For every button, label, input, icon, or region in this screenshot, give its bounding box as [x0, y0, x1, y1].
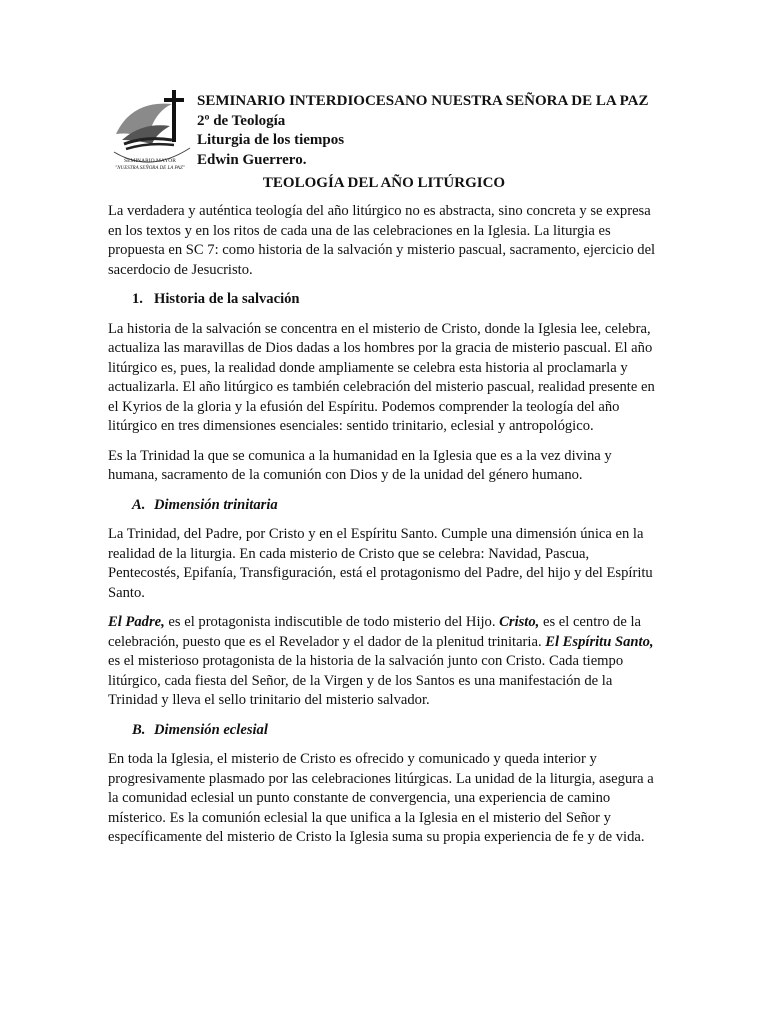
term-espiritu-santo: El Espíritu Santo, [545, 633, 654, 650]
section-heading-text: Historia de la salvación [154, 291, 300, 307]
section-letter: A. [132, 496, 146, 513]
document-body [108, 202, 664, 858]
header-course-year: 2º de Teología [197, 112, 286, 129]
paragraph: La historia de la salvación se concentra en el misterio de Cristo, donde la Iglesia lee, celebra, actualiza las maravillas de Dios dadas a los hombres por la gracia de misterio pascual. El año litúrgico es, pues, la realidad donde ampliamente se celebra esta historia al proclamarla y actualizarla. El año litúrgico es también celebración del misterio pascual, realidad presente en el Kyrios de la gloria y la efusión del Espíritu. Podemos comprender la teología del año litúrgico en tres dimensiones esenciales: sentido trinitario, eclesial y antropológico. [108, 320, 655, 434]
header-institution: SEMINARIO INTERDIOCESANO NUESTRA SEÑORA DE LA PAZ [197, 93, 649, 109]
text-run: es el centro de la celebración, puesto que es el Revelador y el dador de la plenitud trinitaria. [108, 614, 642, 650]
section-number: 1. [132, 291, 143, 307]
section-heading-text: Dimensión trinitaria [154, 496, 278, 513]
text-run: es el misterioso protagonista de la historia de la salvación junto con Cristo. Cada tiempo litúrgico, cada fiesta del Señor, de la Virgen y de los Santos es una manifestación de la Trinidad y lleva el sello trinitario del misterio salvador. [108, 653, 624, 708]
section-letter: B. [132, 721, 146, 738]
section-heading-historia [132, 290, 664, 310]
svg-text:SEMINARIO MAYOR: SEMINARIO MAYOR [124, 158, 176, 164]
paragraph: Es la Trinidad la que se comunica a la humanidad en la Iglesia que es a la vez divina y humana, sacramento de la comunión con Dios y de la unidad del género humano. [108, 447, 612, 483]
document-title: TEOLOGÍA DEL AÑO LITÚRGICO [262, 175, 506, 191]
paragraph: En toda la Iglesia, el misterio de Cristo es ofrecido y comunicado y queda interior y progresivamente plasmado por las celebraciones litúrgicas. La unidad de la liturgia, asegura a la comunidad eclesial un punto constante de convergencia, una experiencia de camino místerico. Es la comunión eclesial la que unifica a la Iglesia en el misterio del Señor y específicamente del misterio de Cristo la Iglesia suma su propia experiencia de fe y de vida. [108, 751, 654, 845]
svg-text:"NUESTRA SEÑORA DE LA PAZ": "NUESTRA SEÑORA DE LA PAZ" [115, 166, 185, 171]
section-heading-trinitaria [132, 496, 664, 516]
paragraph: La Trinidad, del Padre, por Cristo y en el Espíritu Santo. Cumple una dimensión única en la realidad de la liturgia. En cada misterio de Cristo que se celebra: Navidad, Pascua, Pentecostés, Epifanía, Transfiguración, está el protagonismo del Padre, del hijo y del Espíritu Santo. [108, 526, 653, 601]
intro-paragraph: La verdadera y auténtica teología del año litúrgico no es abstracta, sino concreta y se expresa en los textos y en los ritos de cada una de las celebraciones en la Iglesia. La liturgia es propuesta en SC 7: como historia de la salvación y misterio pascual, sacramento, ejercicio del sacerdocio de Jesucristo. [108, 203, 656, 278]
paragraph-protagonists [108, 613, 664, 711]
header-subject: Liturgia de los tiempos [197, 132, 345, 148]
section-heading-eclesial [132, 721, 664, 741]
text-run: es el protagonista indiscutible de todo misterio del Hijo. [164, 614, 500, 630]
seminary-logo [102, 82, 198, 172]
term-cristo: Cristo, [499, 614, 540, 630]
header-author: Edwin Guerrero. [197, 151, 307, 168]
term-el-padre: El Padre, [108, 614, 165, 630]
section-heading-text: Dimensión eclesial [154, 721, 268, 738]
document-header [197, 92, 648, 170]
